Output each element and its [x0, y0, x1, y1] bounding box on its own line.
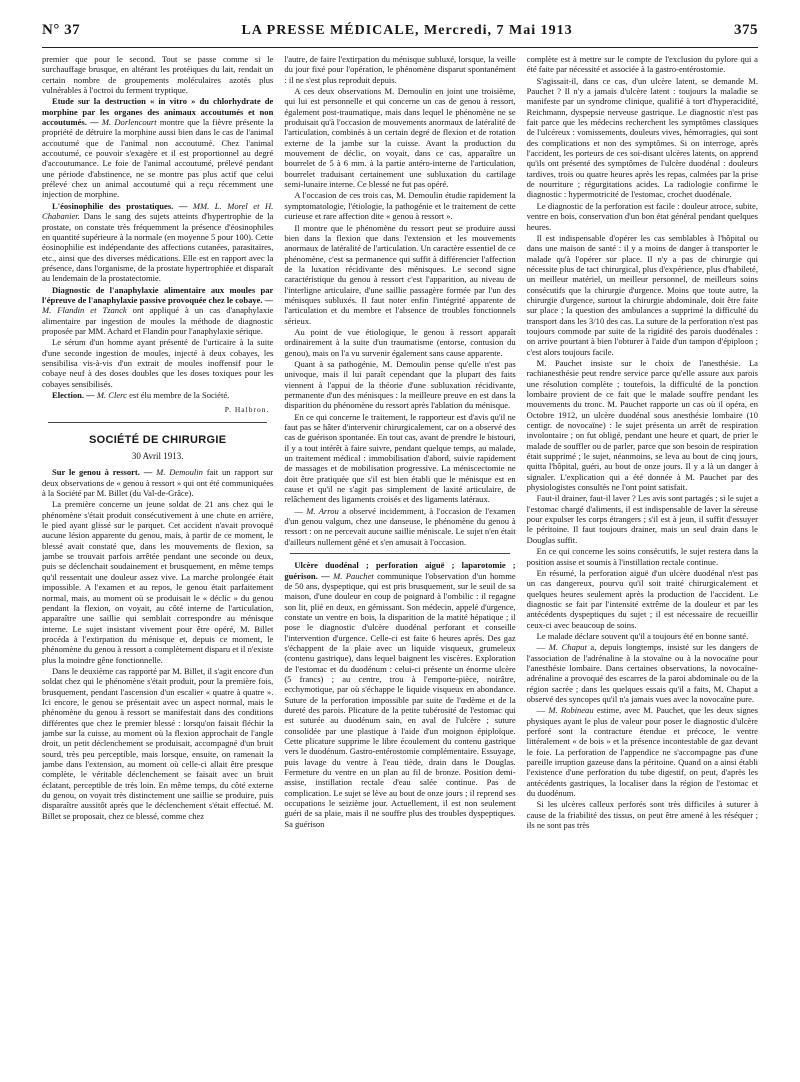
article-ulcere [284, 560, 515, 829]
page-number: 375 [734, 22, 758, 38]
article-election [42, 390, 273, 400]
article-body: estime, avec M. Pauchet, que les deux signes physiques ayant le plus de valeur pour poser le diagnostic d'ulcère perforé sont la contracture étendue et précoce, le ventre littéralement « de bois » et la présence incontestable de gaz devant le foie. La perforation de l'appendice ne s'accompagne pas d'une pareille irruption gazeuse dans la péritoine. Quand on a ainsi établi l'existence d'une perforation du tube digestif, on peut, d'après les antécédents gastriques, la localiser dans la région de l'estomac et du duodénum. [526, 705, 758, 799]
article-body: Dans le sang des sujets atteints d'hypertrophie de la prostate, on constate très fréquemment la présence d'éosinophiles en quantité supérieure à la normale (en moyenne 5 pour 100). Cette éosinophilie est indépendante des affections cutanées, parasitaires, etc., ainsi que des diverses médications. Elle est en rapport avec la présence, dans l'organisme, de la prostate hypertrophiée et disparaît au lendemain de la prostatectomie. [42, 211, 274, 284]
paragraph: En ce qui concerne les soins consécutifs, le sujet restera dans la position assise et soumis à l'instillation rectale continue. [526, 546, 758, 567]
paragraph: premier que pour le second. Tout se passe comme si le surchauffage brusque, en altérant les protéiques du lait, rendait un certain nombre de groupements moléculaires azotés plus vulnérables à l'octroi du ferment tryptique. [42, 54, 274, 96]
article-arrou: — M. Arrou a observé incidemment, à l'occasion de l'examen d'un genou valgum, chez une danseuse, le phénomène du genou à ressort : on ne percevait aucune saillie méniscale. Le sujet n'en était d'ailleurs nullement gêné et s'en amusait à l'occasion. [284, 505, 516, 547]
paragraph: Le diagnostic de la perforation est facile : douleur atroce, subite, ventre en bois, conservation d'un bon état général pendant quelques heures. [526, 200, 758, 232]
article-heading: L'éosinophilie des prostatiques. — [52, 200, 188, 211]
article-eosinophilie [42, 201, 273, 284]
article-anaphylaxie [42, 285, 273, 337]
issue-number: N° 37 [42, 22, 81, 38]
paragraph: S'agissait-il, dans ce cas, d'un ulcère latent, se demande M. Pauchet ? Il n'y a jamais d'ulcère latent : toujours la maladie se manifeste par un syndrome clinique, qualifié à tort d'hyperacidité, Reichmann, dyspepsie nerveuse gastrique. Le diagnostic n'est pas fait parce que les médecins recherchent les symptômes classiques de l'ulcéreux : vomissements, douleurs vives, hémorragies, qui sont des complications et non des symptômes. Si on interroge, après l'accident, les porteurs de ces soi-disant ulcères latents, on apprend qu'ils ont présenté des symptômes de l'ulcère duodénal : douleurs tardives, trois ou quatre heures après les repas, calmées par la prise de nourriture ; régurgitations acides. La radiologie confirme le diagnostic : hypermotricité de l'estomac, crochet duodénale. [526, 75, 758, 200]
paragraph: Si les ulcères calleux perforés sont très difficiles à suturer à cause de la friabilité des tissus, on peut être amené à les réséquer ; ils ne sont pas très [526, 799, 758, 831]
session-date: 30 Avril 1913. [131, 451, 184, 462]
paragraph: M. Pauchet insiste sur le choix de l'anesthésie. La rachianesthésie peut rendre service parce qu'elle assure aux parois une résolution complète ; toutefois, la difficulté de la ponction lombaire provient de ce fait que le malade souffre pendant les mouvements du tronc. M. Pauchet rapporte un cas où il opéra, en Octobre 1912, un ulcère duodénal sous anesthésie lombaire (10 centigr. de novocaïne) : le sujet présenta un arrêt de respiration involontaire ; on fut obligé, pendant une heure et quart, de prier le malade de souffler ou de parler, parce que son besoin de respiration était supprimé ; le sujet, néanmoins, se leva au bout de cinq jours, quitta l'hôpital, guéri, au bout de onze jours. Il y a là un danger à signaler. L'explication qui a été donnée à M. Pauchet par des physiologistes consultés ne l'ont point satisfait. [526, 357, 758, 493]
article-body: montre que la fièvre présente la propriété de détruire la morphine aussi bien dans le cas de l'animal accoutumé que de l'animal non accoutumé. Chez l'animal accoutumé, ce pouvoir s'exagère et il est proportionnel au degré d'accoutumance. Le foie de l'animal accoutumé, prélevé pendant une période d'abstinence, ne se montre pas plus actif que celui prélevé chez un animal accoutumé qui a reçu récemment une injection de morphine. [42, 117, 274, 200]
page-header [42, 22, 758, 40]
column-2 [284, 54, 515, 1064]
column-3 [527, 54, 758, 1064]
article-heading: Election. — [52, 390, 95, 400]
article-heading: Sur le genou à ressort. — [52, 467, 153, 478]
paragraph: Faut-il drainer, faut-il laver ? Les avis sont partagés ; si le sujet a l'estomac chargé d'aliments, il est indispensable de laver la séreuse pour expulser les corps étrangers ; s'il est à jeun, il suffit d'essuyer le péritoine. Il faut toujours drainer, mais un seul drain dans le Douglas suffit. [526, 493, 758, 545]
author: M. Robineau [548, 705, 594, 716]
paragraph: A ces deux observations M. Demoulin en joint une troisième, qui lui est personnelle et qui concerne un cas de genou à ressort, également post-traumatique, mais dans lequel le phénomène ne se produisait qu'à l'occasion de mouvements anormaux de latéralité de l'articulation, combinés à un certain degré de flexion et de rotation externe de la jambe sur la cuisse. Avant la production du mouvement de déclic, on voyait, dans ce cas, apparaître un bourrelet de 5 à 6 mm. à la partie antéro-interne de l'articulation, bourrelet traduisant certainement une subluxation du cartilage semi-lunaire interne. Ce blessé ne fut pas opéré. [284, 86, 516, 190]
paragraph: Le malade déclare souvent qu'il a toujours été en bonne santé. [536, 630, 749, 641]
paragraph: Quant à sa pathogénie, M. Demoulin pense qu'elle n'est pas univoque, mais il lui paraît cependant que la plupart des faits viennent à l'appui de la théorie d'une subluxation récidivante, permanente d'un des ménisques : la meilleure preuve en est dans la disparition du phénomène du ressort après l'ablation du ménisque. [284, 358, 516, 411]
paragraph: Le sérum d'un homme ayant présenté de l'urticaire à la suite d'une seconde ingestion de moules, injecté à deux cobayes, les sensibilisa vis-à-vis d'un extrait de moules inoffensif pour le cobaye neuf à des doses doubles que les doses toxiques pour les cobayes sensibilisés. [42, 337, 274, 389]
paragraph: Au point de vue étiologique, le genou à ressort apparaît ordinairement à la suite d'un traumatisme (entorse, contusion du genou), mais on l'a vu survenir également sans cause apparente. [284, 326, 516, 358]
author: MM. L. Morel et H. Chabanier. [42, 200, 274, 222]
signature: P. Halbron. [224, 405, 270, 415]
paragraph: En ce qui concerne le traitement, le rapporteur est d'avis qu'il ne faut pas se hâter d'intervenir chirurgicalement, car on a observé des cas de guérison spontanée. En tout cas, avant de prendre le bistouri, il y a tout intérêt à faire suivre, pendant quelque temps, au malade, un traitement médical : immobilisation d'abord, suivie rapidement de massages et de mobilisation progressive. La méniscectomie ne doit être pratiquée que s'il est bien établi que le ménisque est en cause et qu'il ne s'agit pas simplement de laxité articulaire, de relâchement des ligaments croisés et des ligaments latéraux. [284, 411, 516, 505]
article-chaput: — M. Chaput a, depuis longtemps, insisté sur les dangers de l'association de l'adrénaline à la stovaïne ou à la novocaïne pour l'anesthésie lombaire. Dans certaines observations, la novocaïne-adrénaline a provoqué des escarres de la paroi abdominale ou de la région sacrée ; dans les quelques essais qu'il a faits, M. Chaput a observé des syncopes qu'il n'a jamais vues avec la novocaïne pure. [526, 642, 758, 704]
author: M. Chaput [548, 642, 587, 653]
article-body: communique l'observation d'un homme de 50 ans, dyspeptique, qui est pris brusquement, sur le seuil de sa maison, d'une douleur en coup de poignard à l'ombilic : il regagne son lit, plié en deux, en gémissant. Son médecin, appelé d'urgence, constate un ventre en bois, la disparition de la matité hépatique ; il pose le diagnostic d'ulcère duodénal perforant et conseille l'intervention d'urgence. Celle-ci est faite 6 heures après. Des gaz s'échappent de la plaie avec un liquide visqueux, grumeleux (contenu gastrique), dans lequel baignent les viscères. Exploration de l'estomac et du duodénum : celui-ci présente un énorme ulcère (5 francs) ; au centre, trou à l'emporte-pièce, noirâtre, ecchymotique, par où s'échappe le liquide visqueux en abondance. Suture de la perforation impossible par suite de l'œdème et de la dureté des parois. Plicature de la petite tubérosité de l'estomac qui est suturée au duodénum sain, en aval de l'ulcère ; suture consolidée par une plastique à l'aide d'un moignon épiploïque. Cette plicature supprime le libre écoulement du contenu gastrique vers le duodénum. Gastro-entérostomie complémentaire. Essuyage, puis lavage du ventre à l'eau tiède, drain dans le Douglas. Fermeture du ventre en un plan au fil de bronze. Position demi-assise, instillation rectale d'eau salée continue. Pas de complication. Le sujet se lève au bout de onze jours ; il reprend ses occupations le seizième jour. Actuellement, il est non seulement guéri de sa plaie, mais il ne souffre plus des troubles dyspeptiques. Sa guérison [284, 570, 516, 829]
author: M. Pauchet [333, 570, 374, 581]
text-columns [42, 54, 758, 1064]
journal-title: LA PRESSE MÉDICALE, Mercredi, 7 Mai 1913 [241, 23, 573, 38]
article-genou [42, 467, 273, 498]
article-morphine [42, 96, 273, 199]
article-body: est élu membre de la Société. [129, 390, 230, 400]
author: M. Demoulin [156, 467, 203, 478]
society-heading: SOCIÉTÉ DE CHIRURGIE [88, 433, 227, 446]
article-body: a, depuis longtemps, insisté sur les dangers de l'association de l'adrénaline à la stovaïne ou à la novocaïne pour l'anesthésie lombaire. Dans certaines observations, la novocaïne-adrénaline a provoqué des escarres de la paroi abdominale ou de la région sacrée ; dans les quelques essais qu'il a faits, M. Chaput a observé des syncopes qu'il n'a jamais vues avec la novocaïne pure. [526, 642, 758, 704]
paragraph: Il est indispensable d'opérer les cas semblables à l'hôpital ou dans une maison de santé : il y a moins de danger à transporter le malade qu'à l'opérer sur place. Il n'y a pas de chirurgie qui nécessite plus de tact chirurgical, plus d'expérience, plus d'habileté, un meilleur matériel, un meilleur personnel, de meilleurs soins consécutifs que la chirurgie d'urgence. Moins que toute autre, la chirurgie d'urgence, surtout la chirurgie abdominale, doit être faite sur place ; la question des ambulances a supprimé la difficulté du transport dans les 3/10 des cas. La suture de la perforation n'est pas toujours commode par suite de la rigidité des parois duodénales : on arrive pourtant à bien l'obturer à l'aide d'un tampon d'épiploon ; c'est alors toujours facile. [526, 232, 758, 357]
article-body: a observé incidemment, à l'occasion de l'examen d'un genou valgum, chez une danseuse, le phénomène du genou à ressort : on ne percevait aucune saillie méniscale. Le sujet n'en était d'ailleurs nullement gêné et s'en amusait à l'occasion. [284, 505, 516, 547]
article-heading: Diagnostic de l'anaphylaxie alimentaire aux moules par l'épreuve de l'anaphylaxie passive provoquée chez le cobaye. — [42, 284, 274, 305]
article-body: ont appliqué à un cas d'anaphylaxie alimentaire par ingestion de moules la méthode de diagnostic proposée par MM. Achard et Flandin pour l'anaphylaxie sérique. [42, 305, 274, 336]
article-heading: Ulcère duodénal ; perforation aiguë ; laparotomie ; guérison. — [284, 560, 516, 581]
paragraph: La première concerne un jeune soldat de 21 ans chez qui le phénomène s'était produit consécutivement à une chute en arrière, le pied ayant glissé sur le parquet. Cet accident n'avait provoqué aucune lésion apparente du genou, mais, à partir de ce moment, le blessé avait constaté que, dans les mouvements de flexion, sa jambe se trouvait parfois arrêtée pendant une seconde ou deux, puis se déclenchait soudainement et brusquement, en même temps qu'il ressentait une douleur assez vive. La marche prolongée était impossible. A l'examen et au repos, le genou était parfaitement normal, mais, au moment où se produisait le « déclic » du genou pendant la flexion, on voyait, au côté interne de l'articulation, apparaître une saillie qui semblait correspondre au ménisque interne. Le sujet insistant vivement pour être opéré, M. Billet procéda à l'extirpation du ménisque et, depuis ce moment, le phénomène du genou à ressort a complètement disparu et il n'existe plus la moindre gêne fonctionnelle. [42, 499, 274, 665]
paragraph: l'autre, de faire l'extirpation du ménisque subluxé, lorsque, la veille du jour fixé pour l'opération, le phénomène disparut spontanément : il ne s'est plus reproduit depuis. [284, 54, 516, 85]
header-rule [42, 47, 758, 48]
paragraph: complète est à mettre sur le compte de l'exclusion du pylore qui a été faite par nécessité et associée à la gastro-entérostomie. [526, 54, 758, 75]
article-robineau: — M. Robineau estime, avec M. Pauchet, que les deux signes physiques ayant le plus de valeur pour poser le diagnostic d'ulcère perforé sont la contracture étendue et précoce, le ventre littéralement « de bois » et la présence incontestable de gaz devant le foie. La perforation de l'appendice ne s'accompagne pas d'une pareille irruption gazeuse dans la péritoine. Quand on a ainsi établi l'existence d'une perforation du tube digestif, on peut, d'après les antécédents gastriques, la localiser dans la région de l'estomac et du duodénum. [526, 705, 758, 799]
paragraph: Il montre que le phénomène du ressort peut se produire aussi bien dans la flexion que dans l'extension et les mouvements anormaux de latéralité de l'articulation. Un caractère essentiel de ce phénomène, c'est sa permanence qui suffit à différencier l'affection de la luxation récidivante des ménisques. Le second signe caractéristique du genou à ressort c'est l'apparition, au niveau de l'interligne articulaire, d'une saillie passagère formée par l'un des ménisques subluxés. Il faut noter enfin l'intégrité apparente de l'articulation et du membre et l'absence de troubles fonctionnels sérieux. [284, 222, 516, 326]
paragraph: En résumé, la perforation aiguë d'un ulcère duodénal n'est pas un cas dangereux, pourvu qu'il soit traité chirurgicalement et quelques heures seulement après la production de l'accident. Le diagnostic se fait par l'intensité extrême de la douleur et par les antécédents dyspeptiques du sujet ; il est nécessaire de recueillir ceux-ci avec beaucoup de soins. [526, 567, 758, 630]
section-divider [48, 422, 267, 423]
author: M. Clerc [96, 390, 127, 400]
author: M. Arrou [306, 505, 339, 516]
column-1 [42, 54, 273, 1064]
author: M. Dorlencourt [101, 117, 157, 128]
paragraph: Dans le deuxième cas rapporté par M. Billet, il s'agit encore d'un soldat chez qui le phénomène s'était produit, pour la première fois, brusquement, pendant l'ascension d'un escalier « quatre à quatre ». Ici encore, le genou se présentait avec un aspect normal, mais le phénomène du genou à ressort se manifestait dans des conditions différentes que chez le premier blessé : lorsqu'on faisait fléchir la jambe sur la cuisse, au moment où la flexion approchait de l'angle droit, un petit déclenchement se produisait, accompagné d'un bruit sourd, très peu perceptible, mais lorsque, ensuite, on ramenait la jambe dans l'extension, au moment où celle-ci allait être presque complète, le véritable déclenchement se faisait avec un bruit éclatant, perceptible de très loin. En même temps, du côté externe du genou, on voyait très distinctement une saillie se produire, puis disparaître aussitôt après que le déclenchement s'était effectué. M. Billet se proposait, chez ce blessé, comme chez [42, 665, 274, 821]
section-divider [290, 553, 509, 554]
article-body: fait un rapport sur deux observations de « genou à ressort » qui ont été communiquées à la Société par M. Billet (du Val-de-Grâce). [42, 467, 274, 499]
paragraph: A l'occasion de ces trois cas, M. Demoulin étudie rapidement la symptomatologie, l'étiologie, la pathogénie et le traitement de cette curieuse et rare affection dite « genou à ressort ». [284, 190, 516, 222]
author: M. Flandin et Tzanck [42, 305, 127, 316]
article-heading: Etude sur la destruction « in vitro » du chlorhydrate de morphine par les organes des animaux accoutumés et non accoutumés. — [42, 96, 274, 128]
